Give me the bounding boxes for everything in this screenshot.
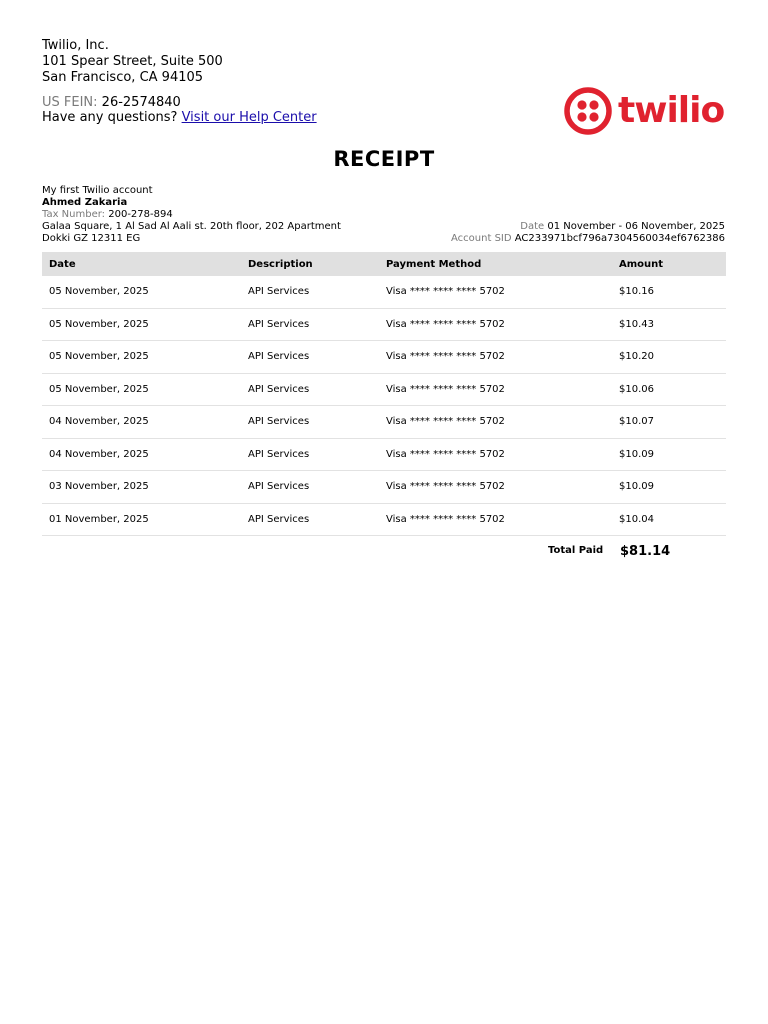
fein-label: US FEIN: <box>42 95 98 110</box>
cell-date: 03 November, 2025 <box>42 471 241 504</box>
cell-payment-method: Visa **** **** **** 5702 <box>379 341 612 374</box>
cell-date: 05 November, 2025 <box>42 276 241 308</box>
tax-number-label: Tax Number: <box>42 209 106 220</box>
fein-value: 26-2574840 <box>101 95 181 110</box>
customer-address-line2: Dokki GZ 12311 EG <box>42 233 141 244</box>
tax-number-line <box>42 209 341 221</box>
tax-number-value: 200-278-894 <box>108 209 173 220</box>
company-address-line2: San Francisco, CA 94105 <box>42 70 204 85</box>
cell-amount: $10.06 <box>612 373 726 406</box>
cell-payment-method: Visa **** **** **** 5702 <box>379 308 612 341</box>
header-amount: Amount <box>619 258 664 270</box>
cell-payment-method: Visa **** **** **** 5702 <box>379 406 612 439</box>
customer-address-line1: Galaa Square, 1 Al Sad Al Aali st. 20th floor, 202 Apartment <box>42 221 341 232</box>
receipt-meta <box>451 221 725 245</box>
company-name: Twilio, Inc. <box>42 38 109 53</box>
help-line <box>42 110 317 126</box>
transactions-table <box>42 252 726 536</box>
cell-amount: $10.09 <box>612 438 726 471</box>
cell-amount: $10.04 <box>612 503 726 536</box>
table-row <box>42 276 726 308</box>
company-address-line1: 101 Spear Street, Suite 500 <box>42 54 223 69</box>
twilio-logo-icon <box>564 87 612 135</box>
cell-date: 05 November, 2025 <box>42 308 241 341</box>
table-header-row <box>42 252 726 276</box>
table-row <box>42 503 726 536</box>
header-description: Description <box>248 258 313 270</box>
cell-description: API Services <box>241 373 379 406</box>
table-row <box>42 308 726 341</box>
cell-date: 05 November, 2025 <box>42 373 241 406</box>
cell-amount: $10.20 <box>612 341 726 374</box>
table-row <box>42 471 726 504</box>
cell-description: API Services <box>241 341 379 374</box>
cell-payment-method: Visa **** **** **** 5702 <box>379 276 612 308</box>
twilio-logo-word: twilio <box>618 90 725 131</box>
account-sid-value: AC233971bcf796a7304560034ef6762386 <box>514 233 725 244</box>
fein-line <box>42 95 181 111</box>
header-payment-method: Payment Method <box>386 258 482 270</box>
cell-description: API Services <box>241 308 379 341</box>
account-sid-line <box>451 233 725 245</box>
help-center-link[interactable]: Visit our Help Center <box>181 110 317 125</box>
cell-payment-method: Visa **** **** **** 5702 <box>379 438 612 471</box>
table-row <box>42 406 726 439</box>
cell-payment-method: Visa **** **** **** 5702 <box>379 471 612 504</box>
account-sid-label: Account SID <box>451 233 512 244</box>
cell-amount: $10.09 <box>612 471 726 504</box>
date-value: 01 November - 06 November, 2025 <box>547 221 725 232</box>
cell-date: 05 November, 2025 <box>42 341 241 374</box>
cell-payment-method: Visa **** **** **** 5702 <box>379 373 612 406</box>
total-paid-label: Total Paid <box>548 545 604 556</box>
customer-info <box>42 185 341 245</box>
table-row <box>42 341 726 374</box>
date-line <box>451 221 725 233</box>
cell-date: 04 November, 2025 <box>42 438 241 471</box>
customer-name: Ahmed Zakaria <box>42 197 128 208</box>
cell-date: 04 November, 2025 <box>42 406 241 439</box>
help-prefix: Have any questions? <box>42 110 178 125</box>
cell-amount: $10.07 <box>612 406 726 439</box>
cell-description: API Services <box>241 471 379 504</box>
cell-amount: $10.16 <box>612 276 726 308</box>
table-row <box>42 373 726 406</box>
receipt-title: RECEIPT <box>333 147 435 171</box>
cell-description: API Services <box>241 406 379 439</box>
cell-amount: $10.43 <box>612 308 726 341</box>
date-label: Date <box>520 221 545 232</box>
table-row <box>42 438 726 471</box>
cell-date: 01 November, 2025 <box>42 503 241 536</box>
cell-description: API Services <box>241 276 379 308</box>
account-name: My first Twilio account <box>42 185 153 196</box>
cell-description: API Services <box>241 503 379 536</box>
cell-payment-method: Visa **** **** **** 5702 <box>379 503 612 536</box>
cell-description: API Services <box>241 438 379 471</box>
header-date: Date <box>49 258 76 270</box>
total-paid-value: $81.14 <box>620 544 671 559</box>
twilio-logo <box>564 87 724 135</box>
company-address <box>42 38 223 86</box>
